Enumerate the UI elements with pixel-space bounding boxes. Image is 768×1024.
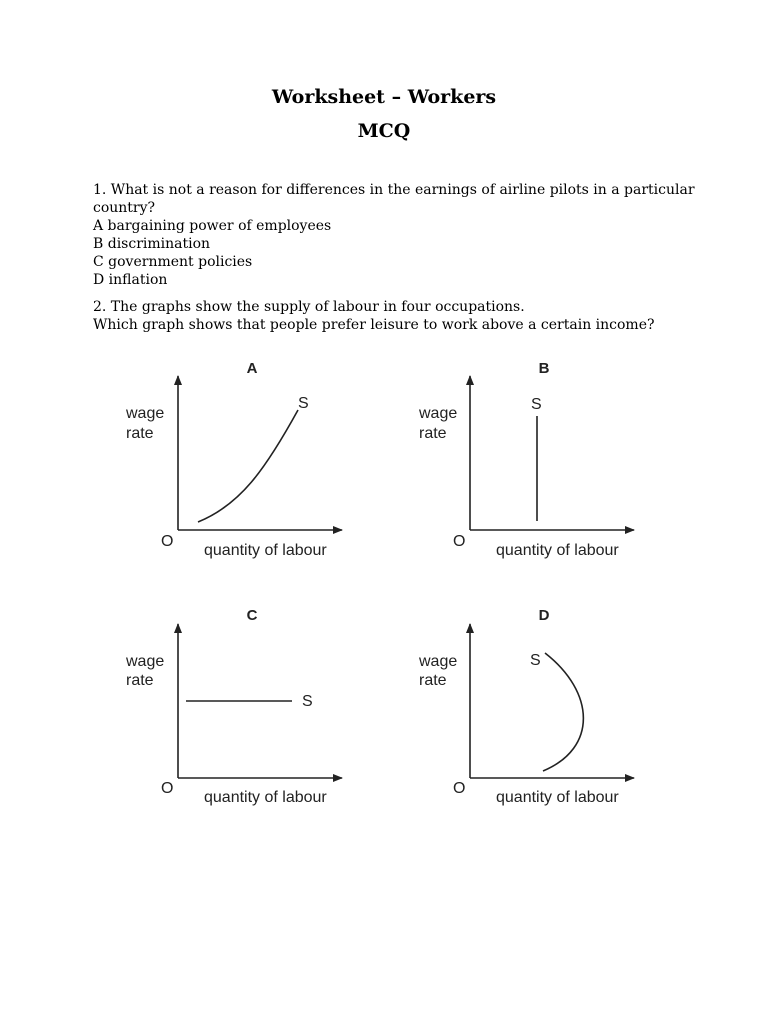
graph-d: [418, 607, 634, 806]
question-2-text-line1: 2. The graphs show the supply of labour in four occupations.: [93, 299, 525, 315]
graph-c: [125, 607, 342, 806]
graph-b-origin: O: [453, 533, 466, 550]
worksheet-title: Worksheet – Workers: [271, 86, 497, 108]
graph-d-origin: O: [453, 780, 466, 797]
graph-c-curve-label: S: [302, 693, 313, 710]
graph-d-curve-label: S: [530, 652, 541, 669]
graph-a-supply-curve: [198, 410, 298, 522]
graph-c-ylabel-rate: rate: [126, 672, 154, 689]
graph-d-supply-curve: [543, 653, 583, 771]
graph-d-xlabel: quantity of labour: [496, 789, 619, 806]
graph-c-origin: O: [161, 780, 174, 797]
graph-a-origin: O: [161, 533, 174, 550]
graph-d-ylabel-wage: wage: [419, 653, 458, 670]
question-1-option-d: D inflation: [93, 272, 168, 288]
graph-a-ylabel-rate: rate: [126, 425, 154, 442]
graph-a-label: A: [246, 360, 258, 377]
question-1-text-line1: 1. What is not a reason for differences in the earnings of airline pilots in a particular: [93, 182, 695, 198]
graph-b-curve-label: S: [531, 396, 542, 413]
graph-c-ylabel-wage: wage: [126, 653, 165, 670]
worksheet-subtitle: MCQ: [357, 120, 411, 142]
question-2-text-line2: Which graph shows that people prefer leisure to work above a certain income?: [93, 317, 655, 333]
question-1-option-a: A bargaining power of employees: [93, 218, 332, 234]
graph-a-ylabel-wage: wage: [126, 405, 165, 422]
question-1-option-b: B discrimination: [93, 236, 211, 252]
graph-b-ylabel-wage: wage: [419, 405, 458, 422]
graph-b-label: B: [538, 360, 550, 377]
graph-a-xlabel: quantity of labour: [204, 542, 327, 559]
graph-b: [418, 360, 634, 559]
graph-b-ylabel-rate: rate: [419, 425, 447, 442]
graph-d-ylabel-rate: rate: [419, 672, 447, 689]
graph-c-xlabel: quantity of labour: [204, 789, 327, 806]
question-1-text-line2: country?: [93, 200, 156, 216]
question-1-option-c: C government policies: [93, 254, 253, 270]
graph-a-curve-label: S: [298, 395, 309, 412]
graph-b-xlabel: quantity of labour: [496, 542, 619, 559]
graph-c-label: C: [246, 607, 258, 624]
graph-d-label: D: [538, 607, 550, 624]
graph-a: [125, 360, 342, 559]
